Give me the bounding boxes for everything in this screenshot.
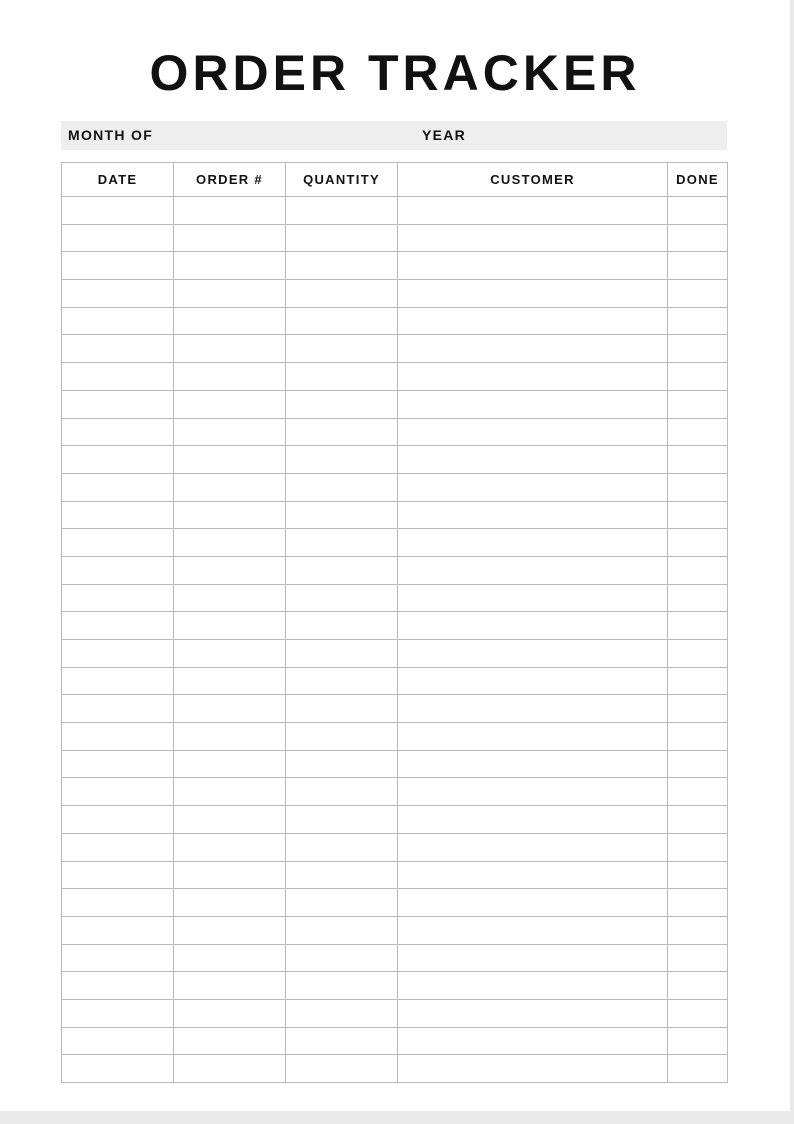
date-cell[interactable] <box>62 778 174 806</box>
customer-cell[interactable] <box>398 584 668 612</box>
quantity-cell[interactable] <box>286 473 398 501</box>
table-row <box>62 750 728 778</box>
date-cell[interactable] <box>62 252 174 280</box>
order-number-cell[interactable] <box>174 584 286 612</box>
quantity-cell[interactable] <box>286 529 398 557</box>
table-row <box>62 529 728 557</box>
table-row <box>62 390 728 418</box>
table-row <box>62 916 728 944</box>
quantity-cell[interactable] <box>286 806 398 834</box>
date-cell[interactable] <box>62 446 174 474</box>
table-row <box>62 889 728 917</box>
table-row <box>62 446 728 474</box>
done-cell[interactable] <box>668 529 728 557</box>
table-row <box>62 612 728 640</box>
customer-cell[interactable] <box>398 418 668 446</box>
quantity-cell[interactable] <box>286 999 398 1027</box>
table-row <box>62 280 728 308</box>
date-cell[interactable] <box>62 695 174 723</box>
done-cell[interactable] <box>668 197 728 225</box>
date-cell[interactable] <box>62 307 174 335</box>
quantity-cell[interactable] <box>286 972 398 1000</box>
quantity-cell[interactable] <box>286 640 398 668</box>
quantity-cell[interactable] <box>286 252 398 280</box>
quantity-cell[interactable] <box>286 418 398 446</box>
customer-cell[interactable] <box>398 916 668 944</box>
done-cell[interactable] <box>668 252 728 280</box>
order-number-cell[interactable] <box>174 778 286 806</box>
date-cell[interactable] <box>62 1027 174 1055</box>
done-cell[interactable] <box>668 833 728 861</box>
date-cell[interactable] <box>62 833 174 861</box>
customer-cell[interactable] <box>398 778 668 806</box>
column-header-quantity: QUANTITY <box>286 163 398 197</box>
date-cell[interactable] <box>62 612 174 640</box>
quantity-cell[interactable] <box>286 861 398 889</box>
order-number-cell[interactable] <box>174 363 286 391</box>
date-cell[interactable] <box>62 224 174 252</box>
date-cell[interactable] <box>62 335 174 363</box>
customer-cell[interactable] <box>398 1027 668 1055</box>
quantity-cell[interactable] <box>286 197 398 225</box>
order-number-cell[interactable] <box>174 1027 286 1055</box>
table-row <box>62 363 728 391</box>
order-number-cell[interactable] <box>174 473 286 501</box>
table-row <box>62 473 728 501</box>
quantity-cell[interactable] <box>286 390 398 418</box>
date-cell[interactable] <box>62 473 174 501</box>
customer-cell[interactable] <box>398 833 668 861</box>
quantity-cell[interactable] <box>286 280 398 308</box>
date-cell[interactable] <box>62 667 174 695</box>
quantity-cell[interactable] <box>286 363 398 391</box>
date-cell[interactable] <box>62 972 174 1000</box>
customer-cell[interactable] <box>398 197 668 225</box>
quantity-cell[interactable] <box>286 335 398 363</box>
table-row <box>62 584 728 612</box>
table-row <box>62 723 728 751</box>
month-year-bar <box>61 121 727 150</box>
done-cell[interactable] <box>668 750 728 778</box>
date-cell[interactable] <box>62 418 174 446</box>
done-cell[interactable] <box>668 280 728 308</box>
customer-cell[interactable] <box>398 335 668 363</box>
order-number-cell[interactable] <box>174 972 286 1000</box>
customer-cell[interactable] <box>398 224 668 252</box>
order-number-cell[interactable] <box>174 280 286 308</box>
done-cell[interactable] <box>668 612 728 640</box>
order-number-cell[interactable] <box>174 252 286 280</box>
done-cell[interactable] <box>668 584 728 612</box>
customer-cell[interactable] <box>398 307 668 335</box>
done-cell[interactable] <box>668 501 728 529</box>
table-body <box>62 197 728 1083</box>
page-title: ORDER TRACKER <box>149 45 641 101</box>
customer-cell[interactable] <box>398 556 668 584</box>
customer-cell[interactable] <box>398 363 668 391</box>
date-cell[interactable] <box>62 197 174 225</box>
date-cell[interactable] <box>62 889 174 917</box>
date-cell[interactable] <box>62 999 174 1027</box>
quantity-cell[interactable] <box>286 224 398 252</box>
customer-cell[interactable] <box>398 999 668 1027</box>
done-cell[interactable] <box>668 473 728 501</box>
customer-cell[interactable] <box>398 750 668 778</box>
date-cell[interactable] <box>62 916 174 944</box>
table-row <box>62 695 728 723</box>
done-cell[interactable] <box>668 916 728 944</box>
done-cell[interactable] <box>668 861 728 889</box>
customer-cell[interactable] <box>398 390 668 418</box>
quantity-cell[interactable] <box>286 889 398 917</box>
done-cell[interactable] <box>668 1055 728 1083</box>
order-number-cell[interactable] <box>174 861 286 889</box>
quantity-cell[interactable] <box>286 1055 398 1083</box>
customer-cell[interactable] <box>398 640 668 668</box>
quantity-cell[interactable] <box>286 944 398 972</box>
done-cell[interactable] <box>668 1027 728 1055</box>
column-header-date: DATE <box>62 163 174 197</box>
table-row <box>62 197 728 225</box>
done-cell[interactable] <box>668 446 728 474</box>
customer-cell[interactable] <box>398 252 668 280</box>
quantity-cell[interactable] <box>286 556 398 584</box>
order-number-cell[interactable] <box>174 1055 286 1083</box>
table-row <box>62 1055 728 1083</box>
table-header-row <box>62 163 728 197</box>
customer-cell[interactable] <box>398 446 668 474</box>
table-row <box>62 861 728 889</box>
date-cell[interactable] <box>62 861 174 889</box>
table-row <box>62 806 728 834</box>
done-cell[interactable] <box>668 667 728 695</box>
order-number-cell[interactable] <box>174 529 286 557</box>
table-row <box>62 252 728 280</box>
order-number-cell[interactable] <box>174 446 286 474</box>
quantity-cell[interactable] <box>286 584 398 612</box>
quantity-cell[interactable] <box>286 667 398 695</box>
order-number-cell[interactable] <box>174 501 286 529</box>
table-row <box>62 501 728 529</box>
done-cell[interactable] <box>668 695 728 723</box>
done-cell[interactable] <box>668 335 728 363</box>
order-number-cell[interactable] <box>174 916 286 944</box>
done-cell[interactable] <box>668 390 728 418</box>
quantity-cell[interactable] <box>286 750 398 778</box>
date-cell[interactable] <box>62 390 174 418</box>
done-cell[interactable] <box>668 999 728 1027</box>
done-cell[interactable] <box>668 418 728 446</box>
order-number-cell[interactable] <box>174 667 286 695</box>
order-number-cell[interactable] <box>174 390 286 418</box>
done-cell[interactable] <box>668 972 728 1000</box>
quantity-cell[interactable] <box>286 501 398 529</box>
order-number-cell[interactable] <box>174 612 286 640</box>
customer-cell[interactable] <box>398 280 668 308</box>
done-cell[interactable] <box>668 723 728 751</box>
date-cell[interactable] <box>62 501 174 529</box>
table-row <box>62 944 728 972</box>
quantity-cell[interactable] <box>286 695 398 723</box>
order-number-cell[interactable] <box>174 806 286 834</box>
quantity-cell[interactable] <box>286 612 398 640</box>
quantity-cell[interactable] <box>286 446 398 474</box>
order-number-cell[interactable] <box>174 224 286 252</box>
order-number-cell[interactable] <box>174 999 286 1027</box>
date-cell[interactable] <box>62 529 174 557</box>
column-header-customer: CUSTOMER <box>398 163 668 197</box>
customer-cell[interactable] <box>398 667 668 695</box>
column-header-done: DONE <box>668 163 728 197</box>
customer-cell[interactable] <box>398 1055 668 1083</box>
table-row <box>62 556 728 584</box>
quantity-cell[interactable] <box>286 833 398 861</box>
order-number-cell[interactable] <box>174 640 286 668</box>
customer-cell[interactable] <box>398 806 668 834</box>
date-cell[interactable] <box>62 363 174 391</box>
date-cell[interactable] <box>62 750 174 778</box>
customer-cell[interactable] <box>398 889 668 917</box>
table-row <box>62 307 728 335</box>
quantity-cell[interactable] <box>286 1027 398 1055</box>
order-number-cell[interactable] <box>174 556 286 584</box>
customer-cell[interactable] <box>398 944 668 972</box>
done-cell[interactable] <box>668 307 728 335</box>
customer-cell[interactable] <box>398 723 668 751</box>
order-number-cell[interactable] <box>174 723 286 751</box>
quantity-cell[interactable] <box>286 778 398 806</box>
date-cell[interactable] <box>62 806 174 834</box>
customer-cell[interactable] <box>398 501 668 529</box>
table-row <box>62 833 728 861</box>
customer-cell[interactable] <box>398 861 668 889</box>
date-cell[interactable] <box>62 556 174 584</box>
done-cell[interactable] <box>668 556 728 584</box>
date-cell[interactable] <box>62 723 174 751</box>
customer-cell[interactable] <box>398 695 668 723</box>
order-number-cell[interactable] <box>174 833 286 861</box>
done-cell[interactable] <box>668 778 728 806</box>
order-number-cell[interactable] <box>174 695 286 723</box>
order-number-cell[interactable] <box>174 889 286 917</box>
month-of-label: MONTH OF <box>68 127 154 143</box>
done-cell[interactable] <box>668 889 728 917</box>
done-cell[interactable] <box>668 224 728 252</box>
done-cell[interactable] <box>668 363 728 391</box>
order-number-cell[interactable] <box>174 944 286 972</box>
table-row <box>62 335 728 363</box>
column-header-order-number: ORDER # <box>174 163 286 197</box>
table-row <box>62 640 728 668</box>
table-row <box>62 224 728 252</box>
order-number-cell[interactable] <box>174 418 286 446</box>
order-table <box>61 162 728 1083</box>
table-row <box>62 667 728 695</box>
quantity-cell[interactable] <box>286 916 398 944</box>
order-number-cell[interactable] <box>174 197 286 225</box>
customer-cell[interactable] <box>398 473 668 501</box>
done-cell[interactable] <box>668 944 728 972</box>
date-cell[interactable] <box>62 584 174 612</box>
order-number-cell[interactable] <box>174 750 286 778</box>
quantity-cell[interactable] <box>286 723 398 751</box>
done-cell[interactable] <box>668 640 728 668</box>
order-number-cell[interactable] <box>174 335 286 363</box>
year-label: YEAR <box>422 127 467 143</box>
table-row <box>62 999 728 1027</box>
date-cell[interactable] <box>62 280 174 308</box>
done-cell[interactable] <box>668 806 728 834</box>
date-cell[interactable] <box>62 944 174 972</box>
customer-cell[interactable] <box>398 529 668 557</box>
table-row <box>62 972 728 1000</box>
date-cell[interactable] <box>62 1055 174 1083</box>
quantity-cell[interactable] <box>286 307 398 335</box>
customer-cell[interactable] <box>398 972 668 1000</box>
table-row <box>62 418 728 446</box>
date-cell[interactable] <box>62 640 174 668</box>
customer-cell[interactable] <box>398 612 668 640</box>
order-number-cell[interactable] <box>174 307 286 335</box>
table-row <box>62 778 728 806</box>
table-row <box>62 1027 728 1055</box>
